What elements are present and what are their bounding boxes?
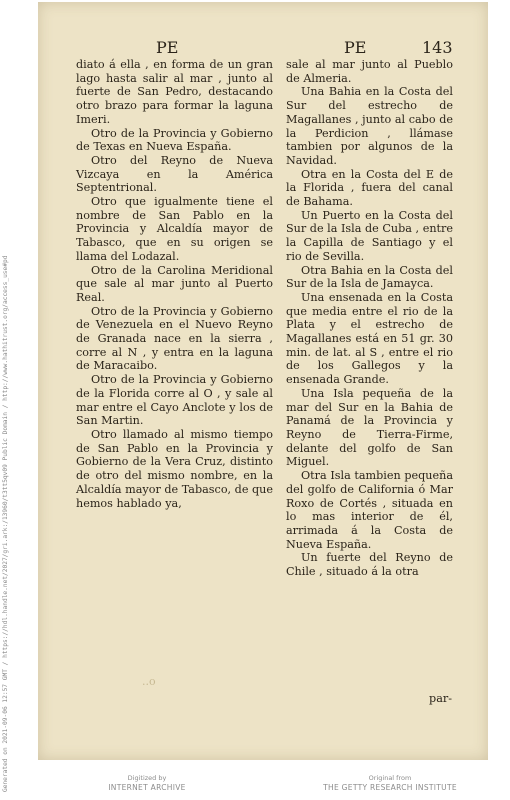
internet-archive-label: INTERNET ARCHIVE [108, 783, 186, 792]
paragraph: Otro de la Provincia y Gobierno de Venezuela en el Nuevo Reyno de Granada nace en la sierra , corre al N , y entra en la laguna de Maracaibo. [76, 304, 273, 373]
paragraph: Un Puerto en la Costa del Sur de la Isla de Cuba , entre la Capilla de Santiago y el rio de Sevilla. [286, 208, 453, 263]
paragraph: Un fuerte del Reyno de Chile , situado á la otra [286, 551, 453, 579]
paragraph: Otro de la Provincia y Gobierno de Texas en Nueva España. [76, 126, 273, 154]
paragraph: Otro llamado al mismo tiempo de San Pablo en la Provincia y Gobierno de la Vera Cruz, distinto de otro del mismo nombre, en la Alcaldía mayor de Tabasco, de que hemos hablado ya, [76, 427, 273, 510]
paragraph: Una Isla pequeña de la mar del Sur en la Bahia de Panamá de la Provincia y Reyno de Tierra-Firme, delante del golfo de San Miguel. [286, 386, 453, 469]
paragraph: diato á ella , en forma de un gran lago hasta salir al mar , junto al fuerte de San Pedro, destacando otro brazo para formar la laguna Imeri. [76, 58, 273, 126]
generation-notice: Generated on 2021-09-06 12:57 GMT / https://hdl.handle.net/2027/gri.ark:/13960/t3tt5qv09 Public Domain / http://www.hathitrust.org/access_use#pd [2, 255, 9, 792]
sidebar-watermark [0, 0, 22, 800]
paragraph: Otra Isla tambien pequeña del golfo de California ó Mar Roxo de Cortés , situada en lo mas interior de él, arrimada á la Costa de Nueva España. [286, 469, 453, 551]
paragraph: Otro que igualmente tiene el nombre de San Pablo en la Provincia y Alcaldía mayor de Tabasco, que en su origen se llama del Lodazal. [76, 195, 273, 263]
paragraph: sale al mar junto al Pueblo de Almeria. [286, 58, 453, 85]
page-number: 143 [422, 38, 453, 57]
running-header [38, 38, 488, 60]
left-column [76, 58, 273, 510]
paragraph: Otra en la Costa del E de la Florida , fuera del canal de Bahama. [286, 167, 453, 209]
scanned-page [38, 2, 488, 760]
original-from-label: Original from [368, 774, 412, 782]
ink-smudge: ..o [142, 675, 156, 688]
paragraph: Otro del Reyno de Nueva Vizcaya en la América Septentrional. [76, 153, 273, 195]
catchword: par- [429, 692, 452, 705]
original-credit [300, 774, 480, 793]
paragraph: Otro de la Provincia y Gobierno de la Florida corre al O , y sale al mar entre el Cayo Anclote y los de San Martin. [76, 373, 273, 428]
paragraph: Una Bahia en la Costa del Sur del estrecho de Magallanes , junto al cabo de la Perdicion , llámase tambien por algunos de la Navidad. [286, 85, 453, 167]
paragraph: Una ensenada en la Costa que media entre el rio de la Plata y el estrecho de Magallanes está en 51 gr. 30 min. de lat. al S , entre el rio de los Gallegos y la ensenada Grande. [286, 290, 453, 387]
getty-label: THE GETTY RESEARCH INSTITUTE [323, 783, 457, 792]
paragraph: Otra Bahia en la Costa del Sur de la Isla de Jamayca. [286, 263, 453, 291]
header-right: PE [344, 38, 367, 57]
digitized-credit [82, 774, 212, 793]
footer [0, 762, 510, 800]
right-column [286, 58, 453, 579]
header-left: PE [156, 38, 179, 57]
paragraph: Otro de la Carolina Meridional que sale al mar junto al Puerto Real. [76, 263, 273, 304]
digitized-by-label: Digitized by [127, 774, 167, 782]
